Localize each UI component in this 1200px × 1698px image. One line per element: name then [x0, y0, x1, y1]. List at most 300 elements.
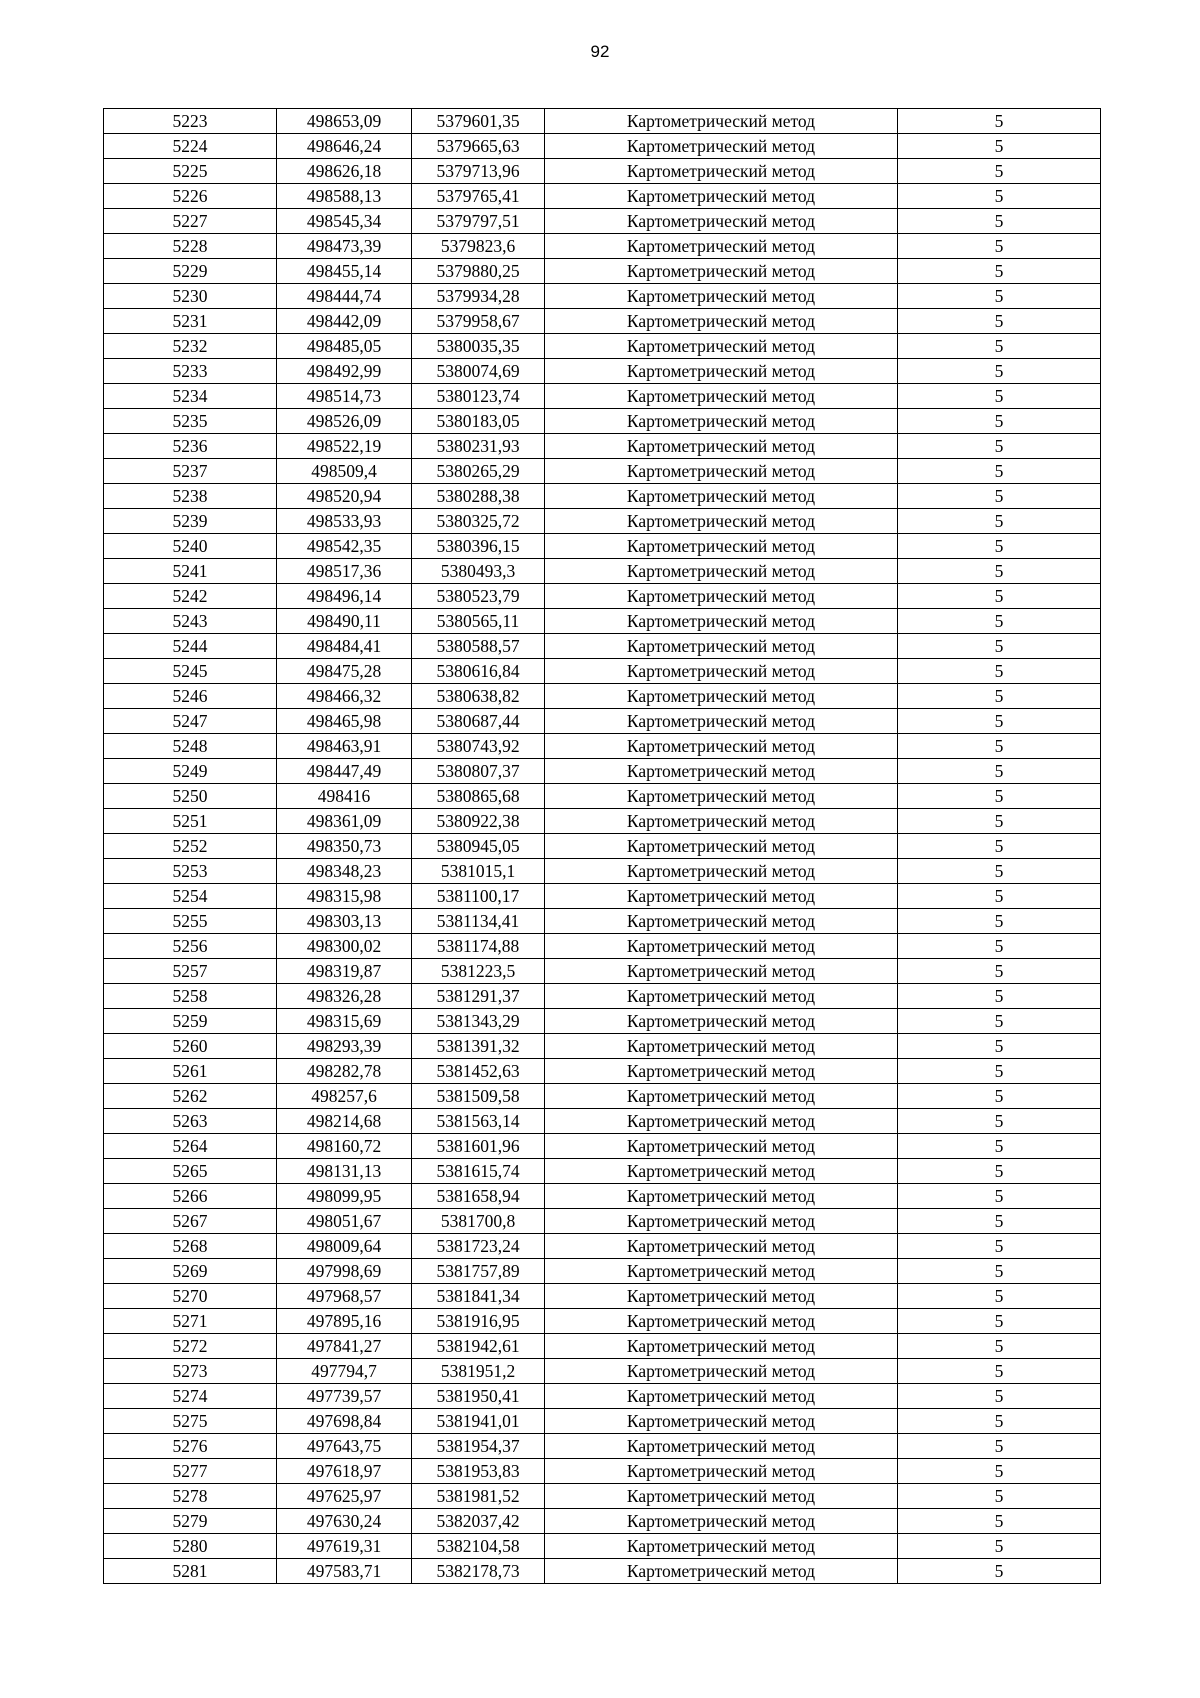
accuracy-cell: 5: [898, 909, 1101, 934]
accuracy-cell: 5: [898, 1384, 1101, 1409]
method-cell: Картометрический метод: [545, 1159, 898, 1184]
method-cell: Картометрический метод: [545, 409, 898, 434]
accuracy-cell: 5: [898, 159, 1101, 184]
x-coordinate-cell: 498520,94: [277, 484, 412, 509]
table-row: [104, 834, 1101, 859]
y-coordinate-cell: 5381452,63: [412, 1059, 545, 1084]
x-coordinate-cell: 497998,69: [277, 1259, 412, 1284]
method-cell: Картометрический метод: [545, 1434, 898, 1459]
accuracy-cell: 5: [898, 734, 1101, 759]
y-coordinate-cell: 5380588,57: [412, 634, 545, 659]
y-coordinate-cell: 5381757,89: [412, 1259, 545, 1284]
y-coordinate-cell: 5380231,93: [412, 434, 545, 459]
point-number-cell: 5278: [104, 1484, 277, 1509]
x-coordinate-cell: 497739,57: [277, 1384, 412, 1409]
accuracy-cell: 5: [898, 684, 1101, 709]
point-number-cell: 5272: [104, 1334, 277, 1359]
y-coordinate-cell: 5382104,58: [412, 1534, 545, 1559]
y-coordinate-cell: 5381981,52: [412, 1484, 545, 1509]
y-coordinate-cell: 5381134,41: [412, 909, 545, 934]
y-coordinate-cell: 5381391,32: [412, 1034, 545, 1059]
method-cell: Картометрический метод: [545, 859, 898, 884]
point-number-cell: 5231: [104, 309, 277, 334]
table-row: [104, 159, 1101, 184]
x-coordinate-cell: 498545,34: [277, 209, 412, 234]
x-coordinate-cell: 498466,32: [277, 684, 412, 709]
point-number-cell: 5233: [104, 359, 277, 384]
table-row: [104, 884, 1101, 909]
point-number-cell: 5237: [104, 459, 277, 484]
table-row: [104, 1259, 1101, 1284]
x-coordinate-cell: 497895,16: [277, 1309, 412, 1334]
accuracy-cell: 5: [898, 884, 1101, 909]
method-cell: Картометрический метод: [545, 334, 898, 359]
point-number-cell: 5268: [104, 1234, 277, 1259]
x-coordinate-cell: 498496,14: [277, 584, 412, 609]
accuracy-cell: 5: [898, 784, 1101, 809]
table-row: [104, 709, 1101, 734]
x-coordinate-cell: 498416: [277, 784, 412, 809]
table-row: [104, 1134, 1101, 1159]
point-number-cell: 5271: [104, 1309, 277, 1334]
point-number-cell: 5270: [104, 1284, 277, 1309]
x-coordinate-cell: 498160,72: [277, 1134, 412, 1159]
point-number-cell: 5273: [104, 1359, 277, 1384]
accuracy-cell: 5: [898, 284, 1101, 309]
y-coordinate-cell: 5381223,5: [412, 959, 545, 984]
point-number-cell: 5228: [104, 234, 277, 259]
accuracy-cell: 5: [898, 984, 1101, 1009]
table-row: [104, 1559, 1101, 1584]
table-row: [104, 309, 1101, 334]
x-coordinate-cell: 498315,69: [277, 1009, 412, 1034]
table-row: [104, 534, 1101, 559]
method-cell: Картометрический метод: [545, 359, 898, 384]
accuracy-cell: 5: [898, 1509, 1101, 1534]
accuracy-cell: 5: [898, 1259, 1101, 1284]
accuracy-cell: 5: [898, 809, 1101, 834]
x-coordinate-cell: 497618,97: [277, 1459, 412, 1484]
y-coordinate-cell: 5381100,17: [412, 884, 545, 909]
method-cell: Картометрический метод: [545, 834, 898, 859]
x-coordinate-cell: 498465,98: [277, 709, 412, 734]
method-cell: Картометрический метод: [545, 484, 898, 509]
y-coordinate-cell: 5379765,41: [412, 184, 545, 209]
table-row: [104, 1034, 1101, 1059]
point-number-cell: 5276: [104, 1434, 277, 1459]
point-number-cell: 5234: [104, 384, 277, 409]
point-number-cell: 5280: [104, 1534, 277, 1559]
table-row: [104, 1084, 1101, 1109]
coordinates-table-body: [104, 109, 1101, 1584]
method-cell: Картометрический метод: [545, 1384, 898, 1409]
accuracy-cell: 5: [898, 1284, 1101, 1309]
y-coordinate-cell: 5379713,96: [412, 159, 545, 184]
point-number-cell: 5246: [104, 684, 277, 709]
table-row: [104, 509, 1101, 534]
point-number-cell: 5269: [104, 1259, 277, 1284]
y-coordinate-cell: 5382178,73: [412, 1559, 545, 1584]
y-coordinate-cell: 5380074,69: [412, 359, 545, 384]
y-coordinate-cell: 5380565,11: [412, 609, 545, 634]
table-row: [104, 1234, 1101, 1259]
accuracy-cell: 5: [898, 584, 1101, 609]
point-number-cell: 5260: [104, 1034, 277, 1059]
table-row: [104, 584, 1101, 609]
x-coordinate-cell: 498051,67: [277, 1209, 412, 1234]
y-coordinate-cell: 5381941,01: [412, 1409, 545, 1434]
method-cell: Картометрический метод: [545, 184, 898, 209]
point-number-cell: 5258: [104, 984, 277, 1009]
y-coordinate-cell: 5380523,79: [412, 584, 545, 609]
y-coordinate-cell: 5381942,61: [412, 1334, 545, 1359]
method-cell: Картометрический метод: [545, 259, 898, 284]
accuracy-cell: 5: [898, 1534, 1101, 1559]
point-number-cell: 5275: [104, 1409, 277, 1434]
accuracy-cell: 5: [898, 759, 1101, 784]
point-number-cell: 5245: [104, 659, 277, 684]
y-coordinate-cell: 5380396,15: [412, 534, 545, 559]
table-row: [104, 684, 1101, 709]
y-coordinate-cell: 5381343,29: [412, 1009, 545, 1034]
table-row: [104, 484, 1101, 509]
y-coordinate-cell: 5380743,92: [412, 734, 545, 759]
point-number-cell: 5241: [104, 559, 277, 584]
accuracy-cell: 5: [898, 934, 1101, 959]
y-coordinate-cell: 5380035,35: [412, 334, 545, 359]
x-coordinate-cell: 498626,18: [277, 159, 412, 184]
accuracy-cell: 5: [898, 1084, 1101, 1109]
x-coordinate-cell: 497619,31: [277, 1534, 412, 1559]
y-coordinate-cell: 5381291,37: [412, 984, 545, 1009]
table-row: [104, 1534, 1101, 1559]
y-coordinate-cell: 5381723,24: [412, 1234, 545, 1259]
method-cell: Картометрический метод: [545, 1409, 898, 1434]
x-coordinate-cell: 498099,95: [277, 1184, 412, 1209]
table-row: [104, 1209, 1101, 1234]
x-coordinate-cell: 498526,09: [277, 409, 412, 434]
method-cell: Картометрический метод: [545, 1009, 898, 1034]
point-number-cell: 5262: [104, 1084, 277, 1109]
accuracy-cell: 5: [898, 1334, 1101, 1359]
accuracy-cell: 5: [898, 259, 1101, 284]
point-number-cell: 5244: [104, 634, 277, 659]
method-cell: Картометрический метод: [545, 1084, 898, 1109]
y-coordinate-cell: 5381841,34: [412, 1284, 545, 1309]
page-number: 92: [590, 42, 610, 61]
y-coordinate-cell: 5381615,74: [412, 1159, 545, 1184]
table-row: [104, 1484, 1101, 1509]
accuracy-cell: 5: [898, 1459, 1101, 1484]
x-coordinate-cell: 498490,11: [277, 609, 412, 634]
method-cell: Картометрический метод: [545, 134, 898, 159]
accuracy-cell: 5: [898, 234, 1101, 259]
table-row: [104, 134, 1101, 159]
accuracy-cell: 5: [898, 1109, 1101, 1134]
x-coordinate-cell: 498009,64: [277, 1234, 412, 1259]
point-number-cell: 5235: [104, 409, 277, 434]
method-cell: Картометрический метод: [545, 559, 898, 584]
x-coordinate-cell: 498473,39: [277, 234, 412, 259]
x-coordinate-cell: 497643,75: [277, 1434, 412, 1459]
accuracy-cell: 5: [898, 834, 1101, 859]
method-cell: Картометрический метод: [545, 209, 898, 234]
point-number-cell: 5274: [104, 1384, 277, 1409]
method-cell: Картометрический метод: [545, 884, 898, 909]
table-row: [104, 1334, 1101, 1359]
accuracy-cell: 5: [898, 1434, 1101, 1459]
point-number-cell: 5252: [104, 834, 277, 859]
method-cell: Картометрический метод: [545, 1534, 898, 1559]
accuracy-cell: 5: [898, 959, 1101, 984]
table-row: [104, 184, 1101, 209]
point-number-cell: 5255: [104, 909, 277, 934]
x-coordinate-cell: 498350,73: [277, 834, 412, 859]
accuracy-cell: 5: [898, 634, 1101, 659]
x-coordinate-cell: 497794,7: [277, 1359, 412, 1384]
accuracy-cell: 5: [898, 709, 1101, 734]
accuracy-cell: 5: [898, 1559, 1101, 1584]
x-coordinate-cell: 498131,13: [277, 1159, 412, 1184]
table-row: [104, 634, 1101, 659]
method-cell: Картометрический метод: [545, 1134, 898, 1159]
accuracy-cell: 5: [898, 659, 1101, 684]
y-coordinate-cell: 5380288,38: [412, 484, 545, 509]
point-number-cell: 5232: [104, 334, 277, 359]
table-row: [104, 1434, 1101, 1459]
method-cell: Картометрический метод: [545, 1509, 898, 1534]
point-number-cell: 5259: [104, 1009, 277, 1034]
table-row: [104, 459, 1101, 484]
y-coordinate-cell: 5380265,29: [412, 459, 545, 484]
x-coordinate-cell: 498293,39: [277, 1034, 412, 1059]
table-row: [104, 259, 1101, 284]
method-cell: Картометрический метод: [545, 109, 898, 134]
accuracy-cell: 5: [898, 1409, 1101, 1434]
point-number-cell: 5265: [104, 1159, 277, 1184]
y-coordinate-cell: 5381951,2: [412, 1359, 545, 1384]
table-row: [104, 559, 1101, 584]
method-cell: Картометрический метод: [545, 309, 898, 334]
table-row: [104, 1159, 1101, 1184]
point-number-cell: 5225: [104, 159, 277, 184]
x-coordinate-cell: 498214,68: [277, 1109, 412, 1134]
point-number-cell: 5236: [104, 434, 277, 459]
accuracy-cell: 5: [898, 859, 1101, 884]
y-coordinate-cell: 5380616,84: [412, 659, 545, 684]
accuracy-cell: 5: [898, 334, 1101, 359]
accuracy-cell: 5: [898, 384, 1101, 409]
point-number-cell: 5264: [104, 1134, 277, 1159]
point-number-cell: 5249: [104, 759, 277, 784]
y-coordinate-cell: 5381916,95: [412, 1309, 545, 1334]
point-number-cell: 5230: [104, 284, 277, 309]
x-coordinate-cell: 498326,28: [277, 984, 412, 1009]
x-coordinate-cell: 498485,05: [277, 334, 412, 359]
point-number-cell: 5256: [104, 934, 277, 959]
method-cell: Картометрический метод: [545, 459, 898, 484]
accuracy-cell: 5: [898, 459, 1101, 484]
y-coordinate-cell: 5381174,88: [412, 934, 545, 959]
x-coordinate-cell: 498463,91: [277, 734, 412, 759]
method-cell: Картометрический метод: [545, 1184, 898, 1209]
y-coordinate-cell: 5381950,41: [412, 1384, 545, 1409]
method-cell: Картометрический метод: [545, 1484, 898, 1509]
table-row: [104, 284, 1101, 309]
x-coordinate-cell: 498514,73: [277, 384, 412, 409]
accuracy-cell: 5: [898, 609, 1101, 634]
method-cell: Картометрический метод: [545, 659, 898, 684]
x-coordinate-cell: 498361,09: [277, 809, 412, 834]
table-row: [104, 609, 1101, 634]
table-row: [104, 934, 1101, 959]
x-coordinate-cell: 498300,02: [277, 934, 412, 959]
x-coordinate-cell: 498475,28: [277, 659, 412, 684]
method-cell: Картометрический метод: [545, 234, 898, 259]
method-cell: Картометрический метод: [545, 384, 898, 409]
point-number-cell: 5277: [104, 1459, 277, 1484]
table-row: [104, 859, 1101, 884]
method-cell: Картометрический метод: [545, 509, 898, 534]
method-cell: Картометрический метод: [545, 934, 898, 959]
accuracy-cell: 5: [898, 1059, 1101, 1084]
table-row: [104, 1284, 1101, 1309]
x-coordinate-cell: 498509,4: [277, 459, 412, 484]
point-number-cell: 5223: [104, 109, 277, 134]
accuracy-cell: 5: [898, 1309, 1101, 1334]
table-row: [104, 1309, 1101, 1334]
x-coordinate-cell: 498484,41: [277, 634, 412, 659]
accuracy-cell: 5: [898, 509, 1101, 534]
accuracy-cell: 5: [898, 1134, 1101, 1159]
x-coordinate-cell: 498588,13: [277, 184, 412, 209]
method-cell: Картометрический метод: [545, 709, 898, 734]
y-coordinate-cell: 5380493,3: [412, 559, 545, 584]
table-row: [104, 359, 1101, 384]
y-coordinate-cell: 5379880,25: [412, 259, 545, 284]
y-coordinate-cell: 5380807,37: [412, 759, 545, 784]
method-cell: Картометрический метод: [545, 1359, 898, 1384]
accuracy-cell: 5: [898, 1034, 1101, 1059]
accuracy-cell: 5: [898, 559, 1101, 584]
table-row: [104, 234, 1101, 259]
method-cell: Картометрический метод: [545, 1284, 898, 1309]
x-coordinate-cell: 498517,36: [277, 559, 412, 584]
x-coordinate-cell: 498442,09: [277, 309, 412, 334]
accuracy-cell: 5: [898, 1209, 1101, 1234]
x-coordinate-cell: 498444,74: [277, 284, 412, 309]
point-number-cell: 5266: [104, 1184, 277, 1209]
table-row: [104, 1509, 1101, 1534]
y-coordinate-cell: 5379934,28: [412, 284, 545, 309]
table-row: [104, 384, 1101, 409]
accuracy-cell: 5: [898, 1009, 1101, 1034]
x-coordinate-cell: 498348,23: [277, 859, 412, 884]
method-cell: Картометрический метод: [545, 284, 898, 309]
y-coordinate-cell: 5379823,6: [412, 234, 545, 259]
method-cell: Картометрический метод: [545, 634, 898, 659]
y-coordinate-cell: 5379958,67: [412, 309, 545, 334]
y-coordinate-cell: 5380865,68: [412, 784, 545, 809]
x-coordinate-cell: 497968,57: [277, 1284, 412, 1309]
y-coordinate-cell: 5381700,8: [412, 1209, 545, 1234]
method-cell: Картометрический метод: [545, 734, 898, 759]
point-number-cell: 5243: [104, 609, 277, 634]
method-cell: Картометрический метод: [545, 759, 898, 784]
method-cell: Картометрический метод: [545, 1234, 898, 1259]
x-coordinate-cell: 497625,97: [277, 1484, 412, 1509]
accuracy-cell: 5: [898, 1184, 1101, 1209]
y-coordinate-cell: 5381658,94: [412, 1184, 545, 1209]
point-number-cell: 5242: [104, 584, 277, 609]
y-coordinate-cell: 5380687,44: [412, 709, 545, 734]
x-coordinate-cell: 498492,99: [277, 359, 412, 384]
table-row: [104, 759, 1101, 784]
method-cell: Картометрический метод: [545, 1259, 898, 1284]
point-number-cell: 5224: [104, 134, 277, 159]
method-cell: Картометрический метод: [545, 534, 898, 559]
x-coordinate-cell: 498533,93: [277, 509, 412, 534]
method-cell: Картометрический метод: [545, 959, 898, 984]
table-row: [104, 909, 1101, 934]
x-coordinate-cell: 498257,6: [277, 1084, 412, 1109]
method-cell: Картометрический метод: [545, 1034, 898, 1059]
y-coordinate-cell: 5380123,74: [412, 384, 545, 409]
method-cell: Картометрический метод: [545, 1309, 898, 1334]
point-number-cell: 5281: [104, 1559, 277, 1584]
point-number-cell: 5229: [104, 259, 277, 284]
y-coordinate-cell: 5381509,58: [412, 1084, 545, 1109]
y-coordinate-cell: 5380922,38: [412, 809, 545, 834]
method-cell: Картометрический метод: [545, 1459, 898, 1484]
method-cell: Картометрический метод: [545, 784, 898, 809]
point-number-cell: 5263: [104, 1109, 277, 1134]
table-row: [104, 1359, 1101, 1384]
y-coordinate-cell: 5379665,63: [412, 134, 545, 159]
point-number-cell: 5267: [104, 1209, 277, 1234]
accuracy-cell: 5: [898, 1159, 1101, 1184]
table-row: [104, 984, 1101, 1009]
method-cell: Картометрический метод: [545, 1559, 898, 1584]
method-cell: Картометрический метод: [545, 584, 898, 609]
table-row: [104, 959, 1101, 984]
accuracy-cell: 5: [898, 1234, 1101, 1259]
accuracy-cell: 5: [898, 409, 1101, 434]
table-row: [104, 334, 1101, 359]
y-coordinate-cell: 5380183,05: [412, 409, 545, 434]
x-coordinate-cell: 498455,14: [277, 259, 412, 284]
x-coordinate-cell: 498646,24: [277, 134, 412, 159]
method-cell: Картометрический метод: [545, 1109, 898, 1134]
y-coordinate-cell: 5382037,42: [412, 1509, 545, 1534]
accuracy-cell: 5: [898, 309, 1101, 334]
accuracy-cell: 5: [898, 434, 1101, 459]
y-coordinate-cell: 5379601,35: [412, 109, 545, 134]
x-coordinate-cell: 497583,71: [277, 1559, 412, 1584]
table-row: [104, 209, 1101, 234]
table-row: [104, 1459, 1101, 1484]
table-row: [104, 1184, 1101, 1209]
point-number-cell: 5227: [104, 209, 277, 234]
point-number-cell: 5239: [104, 509, 277, 534]
accuracy-cell: 5: [898, 1359, 1101, 1384]
table-row: [104, 434, 1101, 459]
method-cell: Картометрический метод: [545, 984, 898, 1009]
accuracy-cell: 5: [898, 209, 1101, 234]
table-row: [104, 109, 1101, 134]
method-cell: Картометрический метод: [545, 809, 898, 834]
point-number-cell: 5254: [104, 884, 277, 909]
